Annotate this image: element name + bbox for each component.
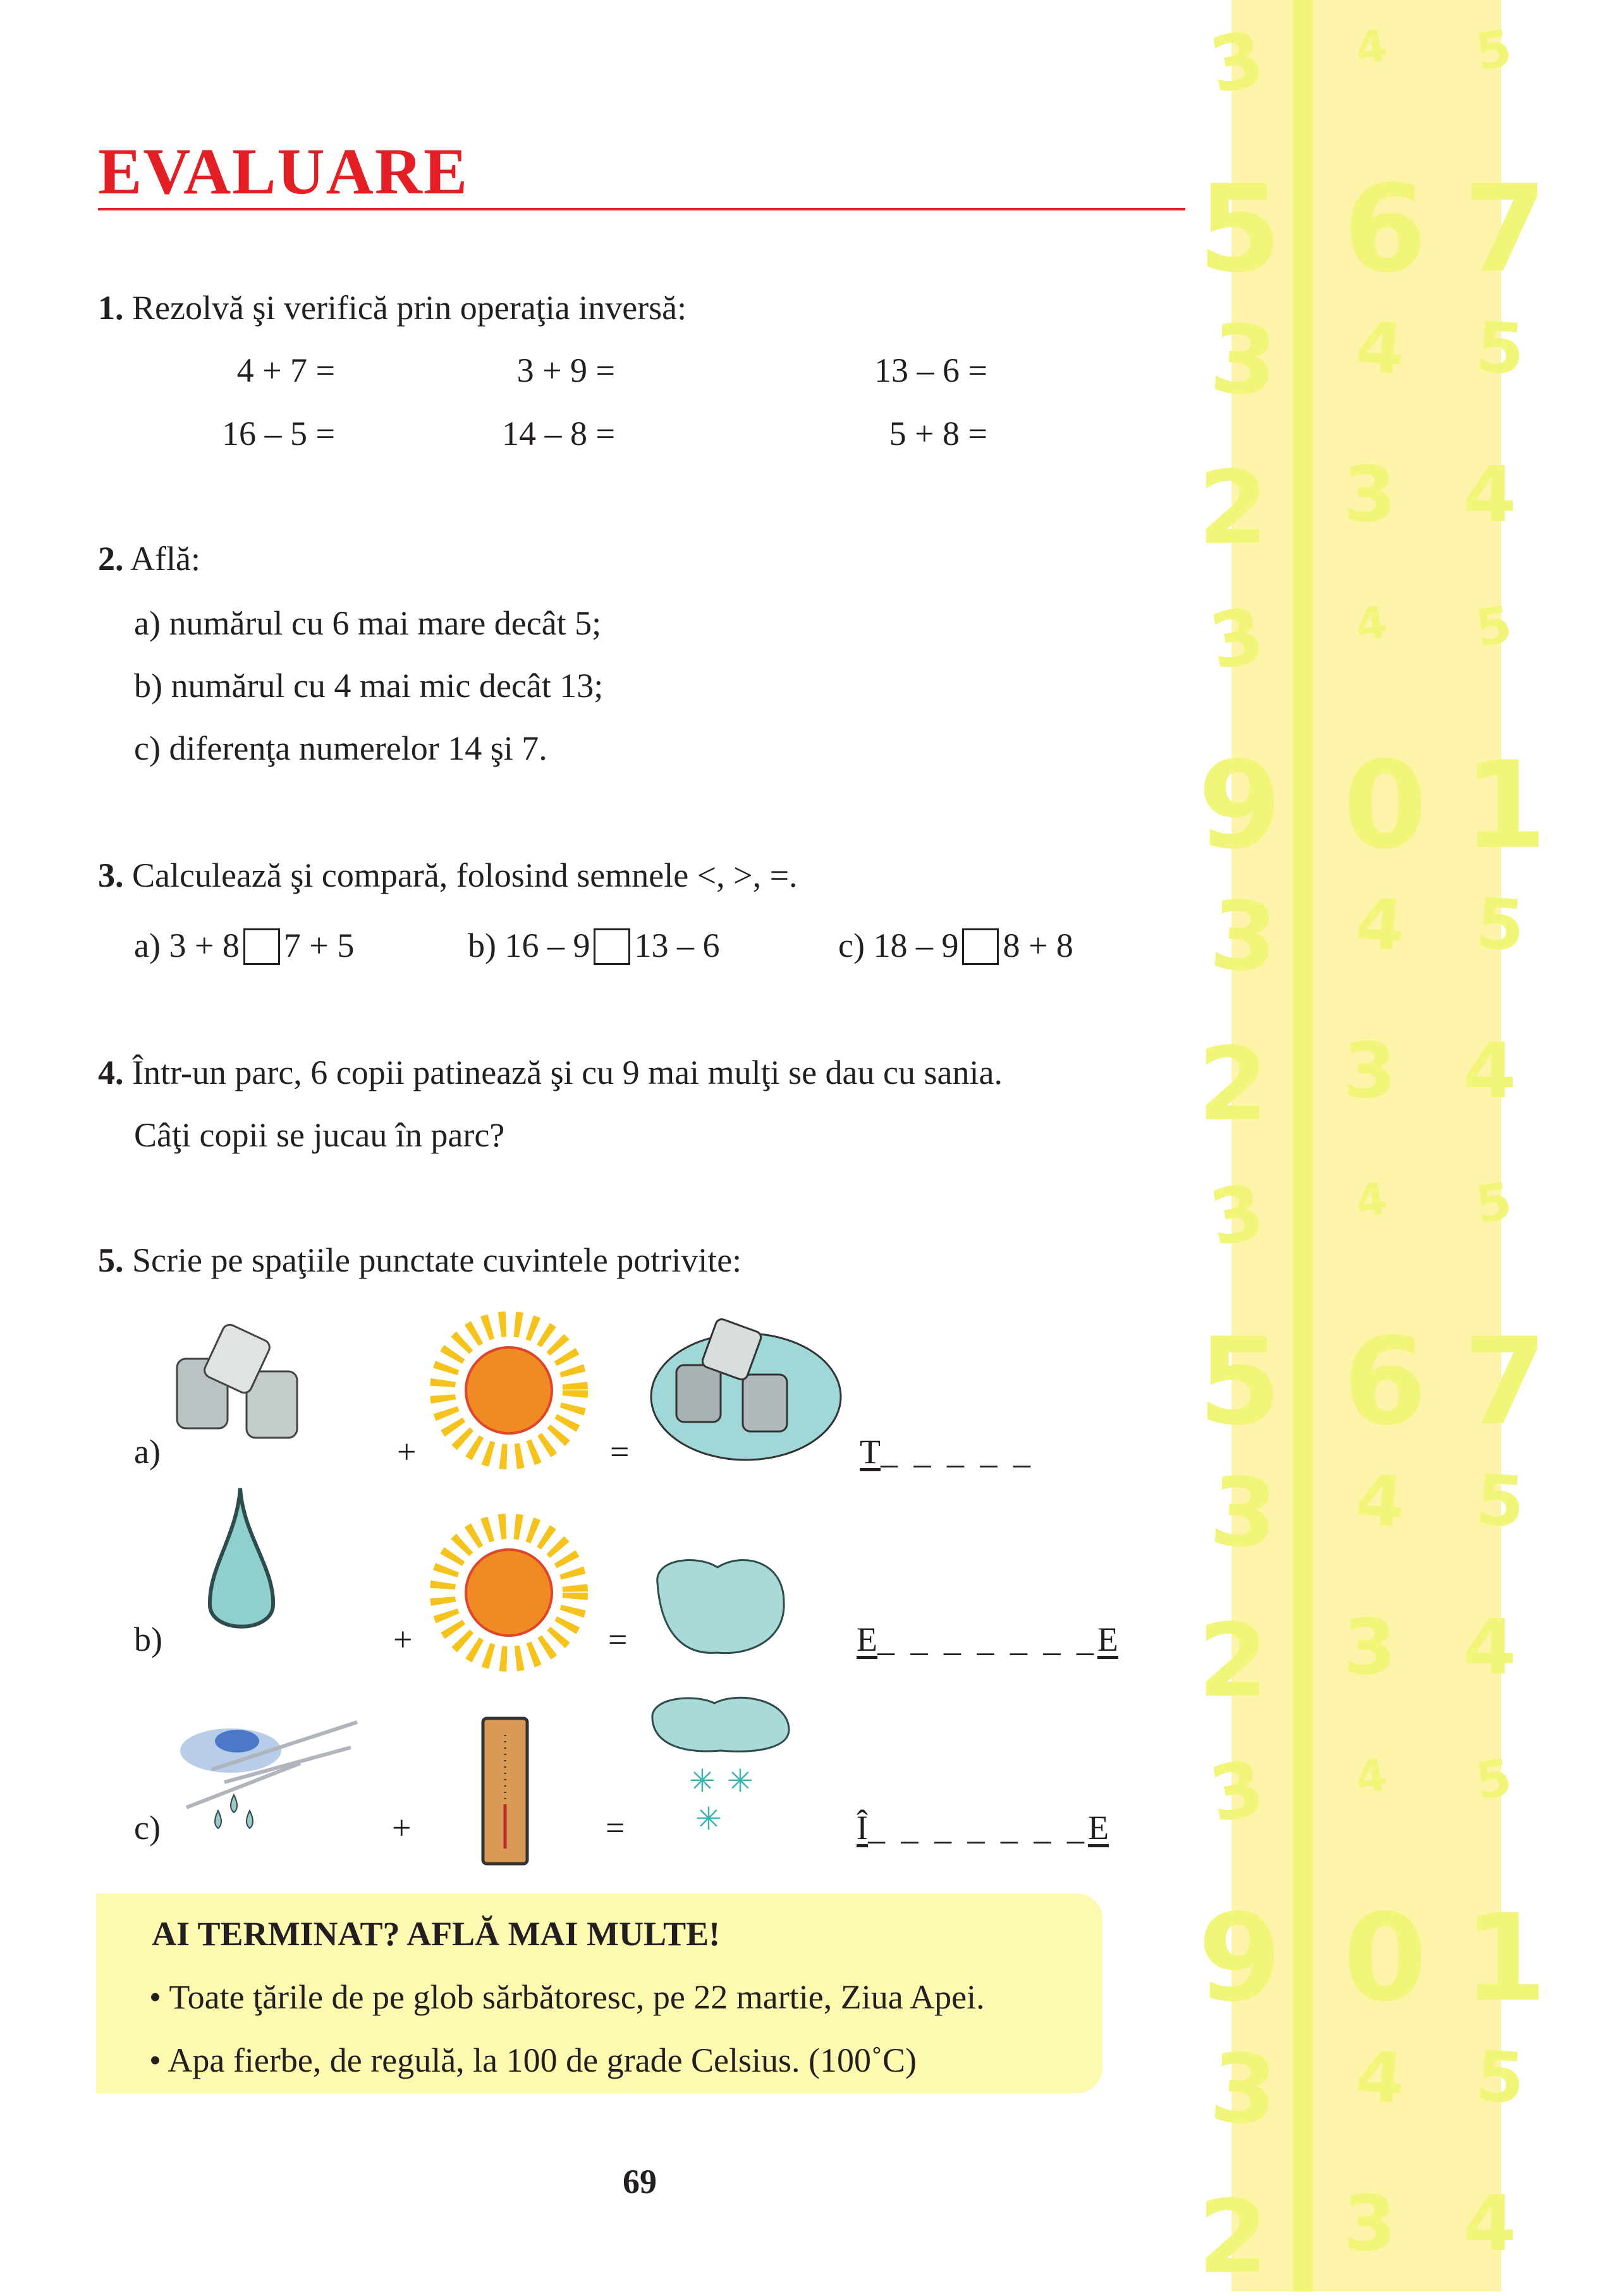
compare-item <box>838 925 1073 968</box>
svg-text:✳: ✳ <box>727 1763 754 1799</box>
info-title: AI TERMINAT? AFLĂ MAI MULTE! <box>152 1915 721 1953</box>
decor-digit: 7 <box>1463 1312 1547 1452</box>
svg-text:✳: ✳ <box>689 1763 716 1799</box>
answer-box[interactable] <box>243 928 280 965</box>
decor-digit: 9 <box>1198 1888 1282 2028</box>
decor-digit: 5 <box>1473 306 1527 391</box>
left-expr: c) 18 – 9 <box>838 926 959 964</box>
right-expr: 13 – 6 <box>634 926 720 964</box>
decor-digit: 5 <box>1471 1170 1517 1236</box>
first-letter: Î <box>857 1809 868 1847</box>
blank-dashes: _ _ _ _ _ _ _ <box>867 1809 1088 1847</box>
row-label: b) <box>134 1620 162 1658</box>
plus-sign: + <box>392 1809 412 1847</box>
decor-digit: 5 <box>1471 18 1517 83</box>
decor-digit: 4 <box>1352 1172 1391 1229</box>
decor-digit: 5 <box>1473 2035 1527 2120</box>
equation: 13 – 6 = <box>874 351 987 389</box>
decor-digit: 3 <box>1343 2180 1396 2268</box>
svg-text:✳: ✳ <box>695 1801 722 1837</box>
question-text: Calculează şi compară, folosind semnele <, >, =. <box>132 856 798 894</box>
decor-digit: 3 <box>1207 1456 1281 1571</box>
decorative-bar <box>1293 0 1313 2292</box>
compare-item <box>134 925 354 968</box>
question-text-line2: Câţi copii se jucau în parc? <box>134 1116 505 1154</box>
answer-box[interactable] <box>962 928 999 965</box>
equation: 14 – 8 = <box>502 415 615 453</box>
equation: 5 + 8 = <box>889 415 987 453</box>
ice-cubes-icon <box>171 1321 348 1466</box>
title-divider <box>98 208 1185 210</box>
decor-digit: 2 <box>1198 2178 1269 2296</box>
question-number: 3. <box>98 856 124 894</box>
question-number: 4. <box>98 1054 124 1091</box>
answer-box[interactable] <box>594 928 630 965</box>
first-letter: E <box>857 1620 877 1658</box>
decor-digit: 3 <box>1203 1744 1271 1840</box>
plus-sign: + <box>397 1433 417 1471</box>
answer-word[interactable] <box>857 1619 1118 1660</box>
decor-digit: 3 <box>1203 15 1271 111</box>
right-expr: 7 + 5 <box>283 926 355 964</box>
right-expr: 8 + 8 <box>1003 926 1073 964</box>
first-letter: T <box>860 1433 881 1471</box>
sub-item: c) diferenţa numerelor 14 şi 7. <box>134 729 547 767</box>
equals-sign: = <box>606 1809 625 1847</box>
decor-digit: 4 <box>1463 2180 1517 2268</box>
decor-digit: 9 <box>1198 736 1282 875</box>
cloud-vapor-icon <box>648 1552 793 1665</box>
decor-digit: 1 <box>1463 736 1547 875</box>
sun-icon <box>430 1315 594 1466</box>
sub-item: a) numărul cu 6 mai mare decât 5; <box>134 604 602 642</box>
question-text: Scrie pe spaţiile punctate cuvintele potrivite: <box>132 1241 742 1279</box>
decor-digit: 6 <box>1343 159 1427 299</box>
question-1 <box>98 288 687 328</box>
sun-icon <box>430 1517 594 1668</box>
decor-digit: 3 <box>1343 451 1396 539</box>
page-number: 69 <box>623 2163 657 2201</box>
snow-cloud-icon <box>645 1694 796 1839</box>
decor-digit: 4 <box>1352 19 1391 76</box>
decor-digit: 3 <box>1343 1028 1396 1115</box>
question-4 <box>98 1052 1003 1093</box>
decor-digit: 3 <box>1207 2032 1281 2147</box>
equation: 3 + 9 = <box>516 351 615 389</box>
question-text: Află: <box>130 540 200 578</box>
row-label: a) <box>134 1433 161 1471</box>
rain-cloud-wind-icon <box>174 1706 376 1839</box>
decor-digit: 7 <box>1463 159 1547 299</box>
page-title: EVALUARE <box>98 135 469 208</box>
row-label: c) <box>134 1809 161 1847</box>
decor-digit: 4 <box>1353 2035 1407 2120</box>
question-3 <box>98 855 798 896</box>
question-number: 5. <box>98 1241 124 1279</box>
equals-sign: = <box>608 1620 628 1658</box>
decor-digit: 3 <box>1203 1167 1271 1264</box>
decor-digit: 5 <box>1198 1312 1282 1452</box>
blank-dashes: _ _ _ _ _ <box>881 1433 1034 1471</box>
decor-digit: 5 <box>1198 159 1282 299</box>
left-expr: a) 3 + 8 <box>134 926 240 964</box>
blank-dashes: _ _ _ _ _ _ _ <box>877 1620 1097 1658</box>
info-bullet: • Apa fierbe, de regulă, la 100 de grade Celsius. (100˚C) <box>149 2041 917 2079</box>
decor-digit: 4 <box>1352 1748 1391 1805</box>
water-drop-icon <box>202 1485 291 1643</box>
decor-digit: 1 <box>1463 1888 1547 2028</box>
sub-item: b) numărul cu 4 mai mic decât 13; <box>134 667 604 705</box>
equation: 16 – 5 = <box>222 415 335 453</box>
left-expr: b) 16 – 9 <box>468 926 590 964</box>
answer-word[interactable] <box>860 1431 1034 1472</box>
decor-digit: 4 <box>1463 1604 1517 1692</box>
decor-digit: 4 <box>1353 882 1407 967</box>
decor-digit: 4 <box>1353 1459 1407 1543</box>
decor-digit: 2 <box>1198 1025 1269 1143</box>
decor-digit: 5 <box>1471 1747 1517 1812</box>
question-5 <box>98 1240 741 1280</box>
decor-digit: 4 <box>1353 306 1407 391</box>
compare-item <box>468 925 719 968</box>
question-number: 2. <box>98 540 124 578</box>
decor-digit: 2 <box>1198 1601 1269 1720</box>
decor-digit: 0 <box>1343 1888 1427 2028</box>
plus-sign: + <box>393 1620 413 1658</box>
question-text: Rezolvă şi verifică prin operaţia inversă: <box>132 289 687 327</box>
thermometer-icon <box>480 1716 531 1868</box>
decor-digit: 4 <box>1463 451 1517 539</box>
decor-digit: 3 <box>1203 591 1271 688</box>
decor-digit: 2 <box>1198 449 1269 567</box>
melting-ice-water-icon <box>645 1308 853 1466</box>
question-2 <box>98 538 200 579</box>
equals-sign: = <box>610 1433 630 1471</box>
decor-digit: 3 <box>1207 303 1281 418</box>
decor-digit: 4 <box>1463 1028 1517 1115</box>
decor-digit: 5 <box>1473 882 1527 967</box>
question-number: 1. <box>98 289 124 327</box>
decor-digit: 3 <box>1343 1604 1396 1692</box>
info-bullet: • Toate ţările de pe glob sărbătoresc, pe 22 martie, Ziua Apei. <box>149 1978 985 2016</box>
last-letter: E <box>1087 1809 1109 1847</box>
decor-digit: 3 <box>1207 880 1281 995</box>
decor-digit: 6 <box>1343 1312 1427 1452</box>
decor-digit: 4 <box>1352 595 1391 652</box>
last-letter: E <box>1097 1620 1118 1658</box>
decor-digit: 5 <box>1473 1459 1527 1543</box>
decor-digit: 0 <box>1343 736 1427 875</box>
decor-digit: 5 <box>1471 594 1517 659</box>
question-text: Într-un parc, 6 copii patinează şi cu 9 mai mulţi se dau cu sania. <box>132 1054 1003 1091</box>
equation: 4 + 7 = <box>236 351 335 389</box>
answer-word[interactable] <box>857 1807 1109 1848</box>
